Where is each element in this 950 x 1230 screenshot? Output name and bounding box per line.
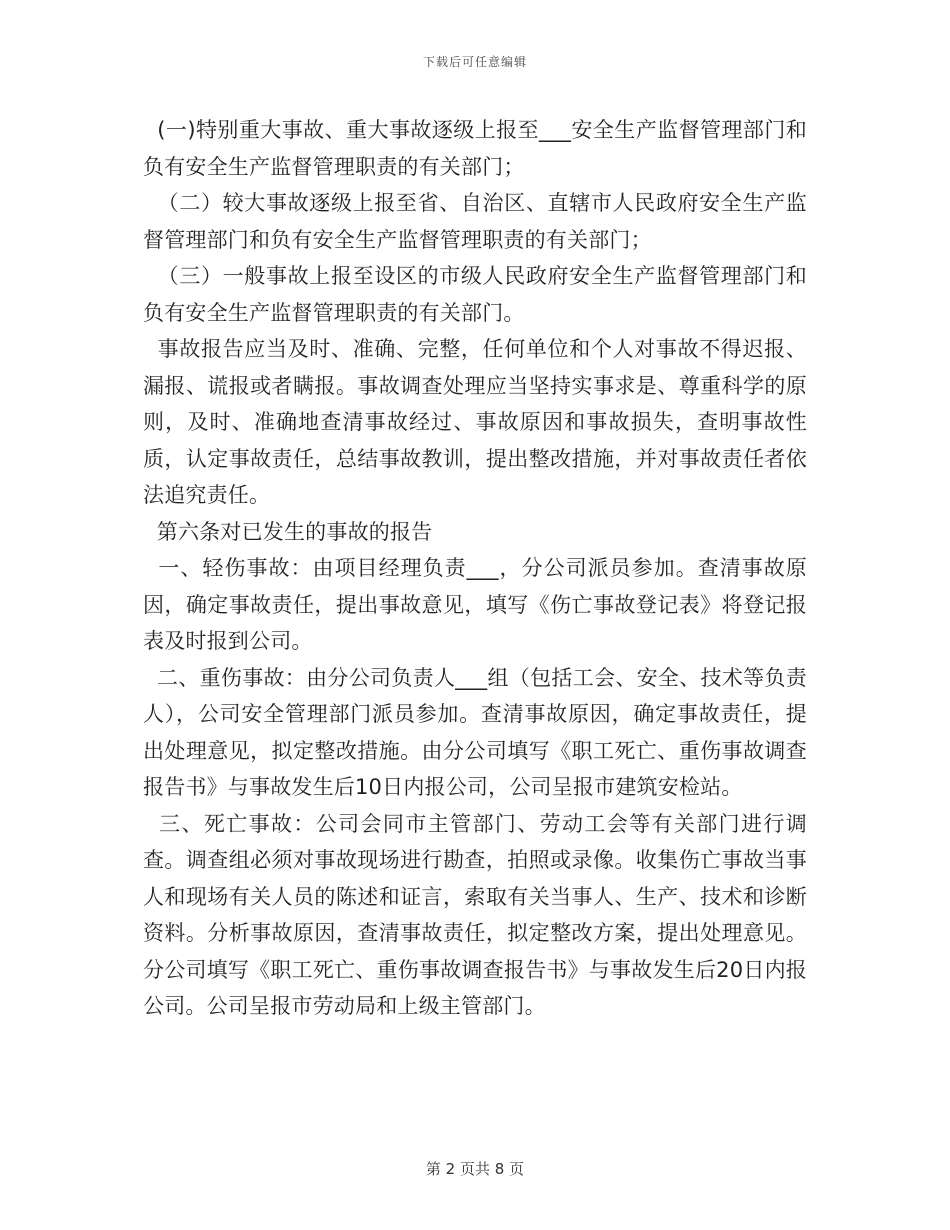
page-header: 下载后可任意编辑 [422, 55, 527, 69]
section-heading: 第六条对已发生的事故的报告 [143, 519, 433, 544]
paragraph-minor-injury: 一、轻伤事故：由项目经理负责___，分公司派员参加。查清事故原因，确定事故责任，提出事故意见，填写《伤亡事故登记表》将登记报表及时报到公司。 [143, 556, 807, 653]
paragraph-1: (一)特别重大事故、重大事故逐级上报至___安全生产监督管理部门和负有安全生产监督管理职责的有关部门； [143, 118, 807, 179]
page-number: 第 2 页共 8 页 [425, 1160, 525, 1178]
document-body [143, 112, 807, 1025]
paragraph-serious-injury: 二、重伤事故：由分公司负责人___组（包括工会、安全、技术等负责人），公司安全管理部门派员参加。查清事故原因，确定事故责任，提出处理意见，拟定整改措施。由分公司填写《职工死亡、重伤事故调查报告书》与事故发生后10日内报公司，公司呈报市建筑安检站。 [143, 665, 807, 799]
paragraph-2: （二）较大事故逐级上报至省、自治区、直辖市人民政府安全生产监督管理部门和负有安全生产监督管理职责的有关部门； [143, 191, 807, 252]
paragraph-3: （三）一般事故上报至设区的市级人民政府安全生产监督管理部门和负有安全生产监督管理职责的有关部门。 [143, 264, 807, 325]
paragraph-4: 事故报告应当及时、准确、完整，任何单位和个人对事故不得迟报、漏报、谎报或者瞒报。事故调查处理应当坚持实事求是、尊重科学的原则，及时、准确地查清事故经过、事故原因和事故损失，查明事故性质，认定事故责任，总结事故教训，提出整改措施，并对事故责任者依法追究责任。 [143, 337, 807, 507]
paragraph-fatal-accident: 三、死亡事故：公司会同市主管部门、劳动工会等有关部门进行调查。调查组必须对事故现场进行勘查，拍照或录像。收集伤亡事故当事人和现场有关人员的陈述和证言，索取有关当事人、生产、技术和诊断资料。分析事故原因，查清事故责任，拟定整改方案，提出处理意见。分公司填写《职工死亡、重伤事故调查报告书》与事故发生后20日内报公司。公司呈报市劳动局和上级主管部门。 [143, 811, 807, 1018]
